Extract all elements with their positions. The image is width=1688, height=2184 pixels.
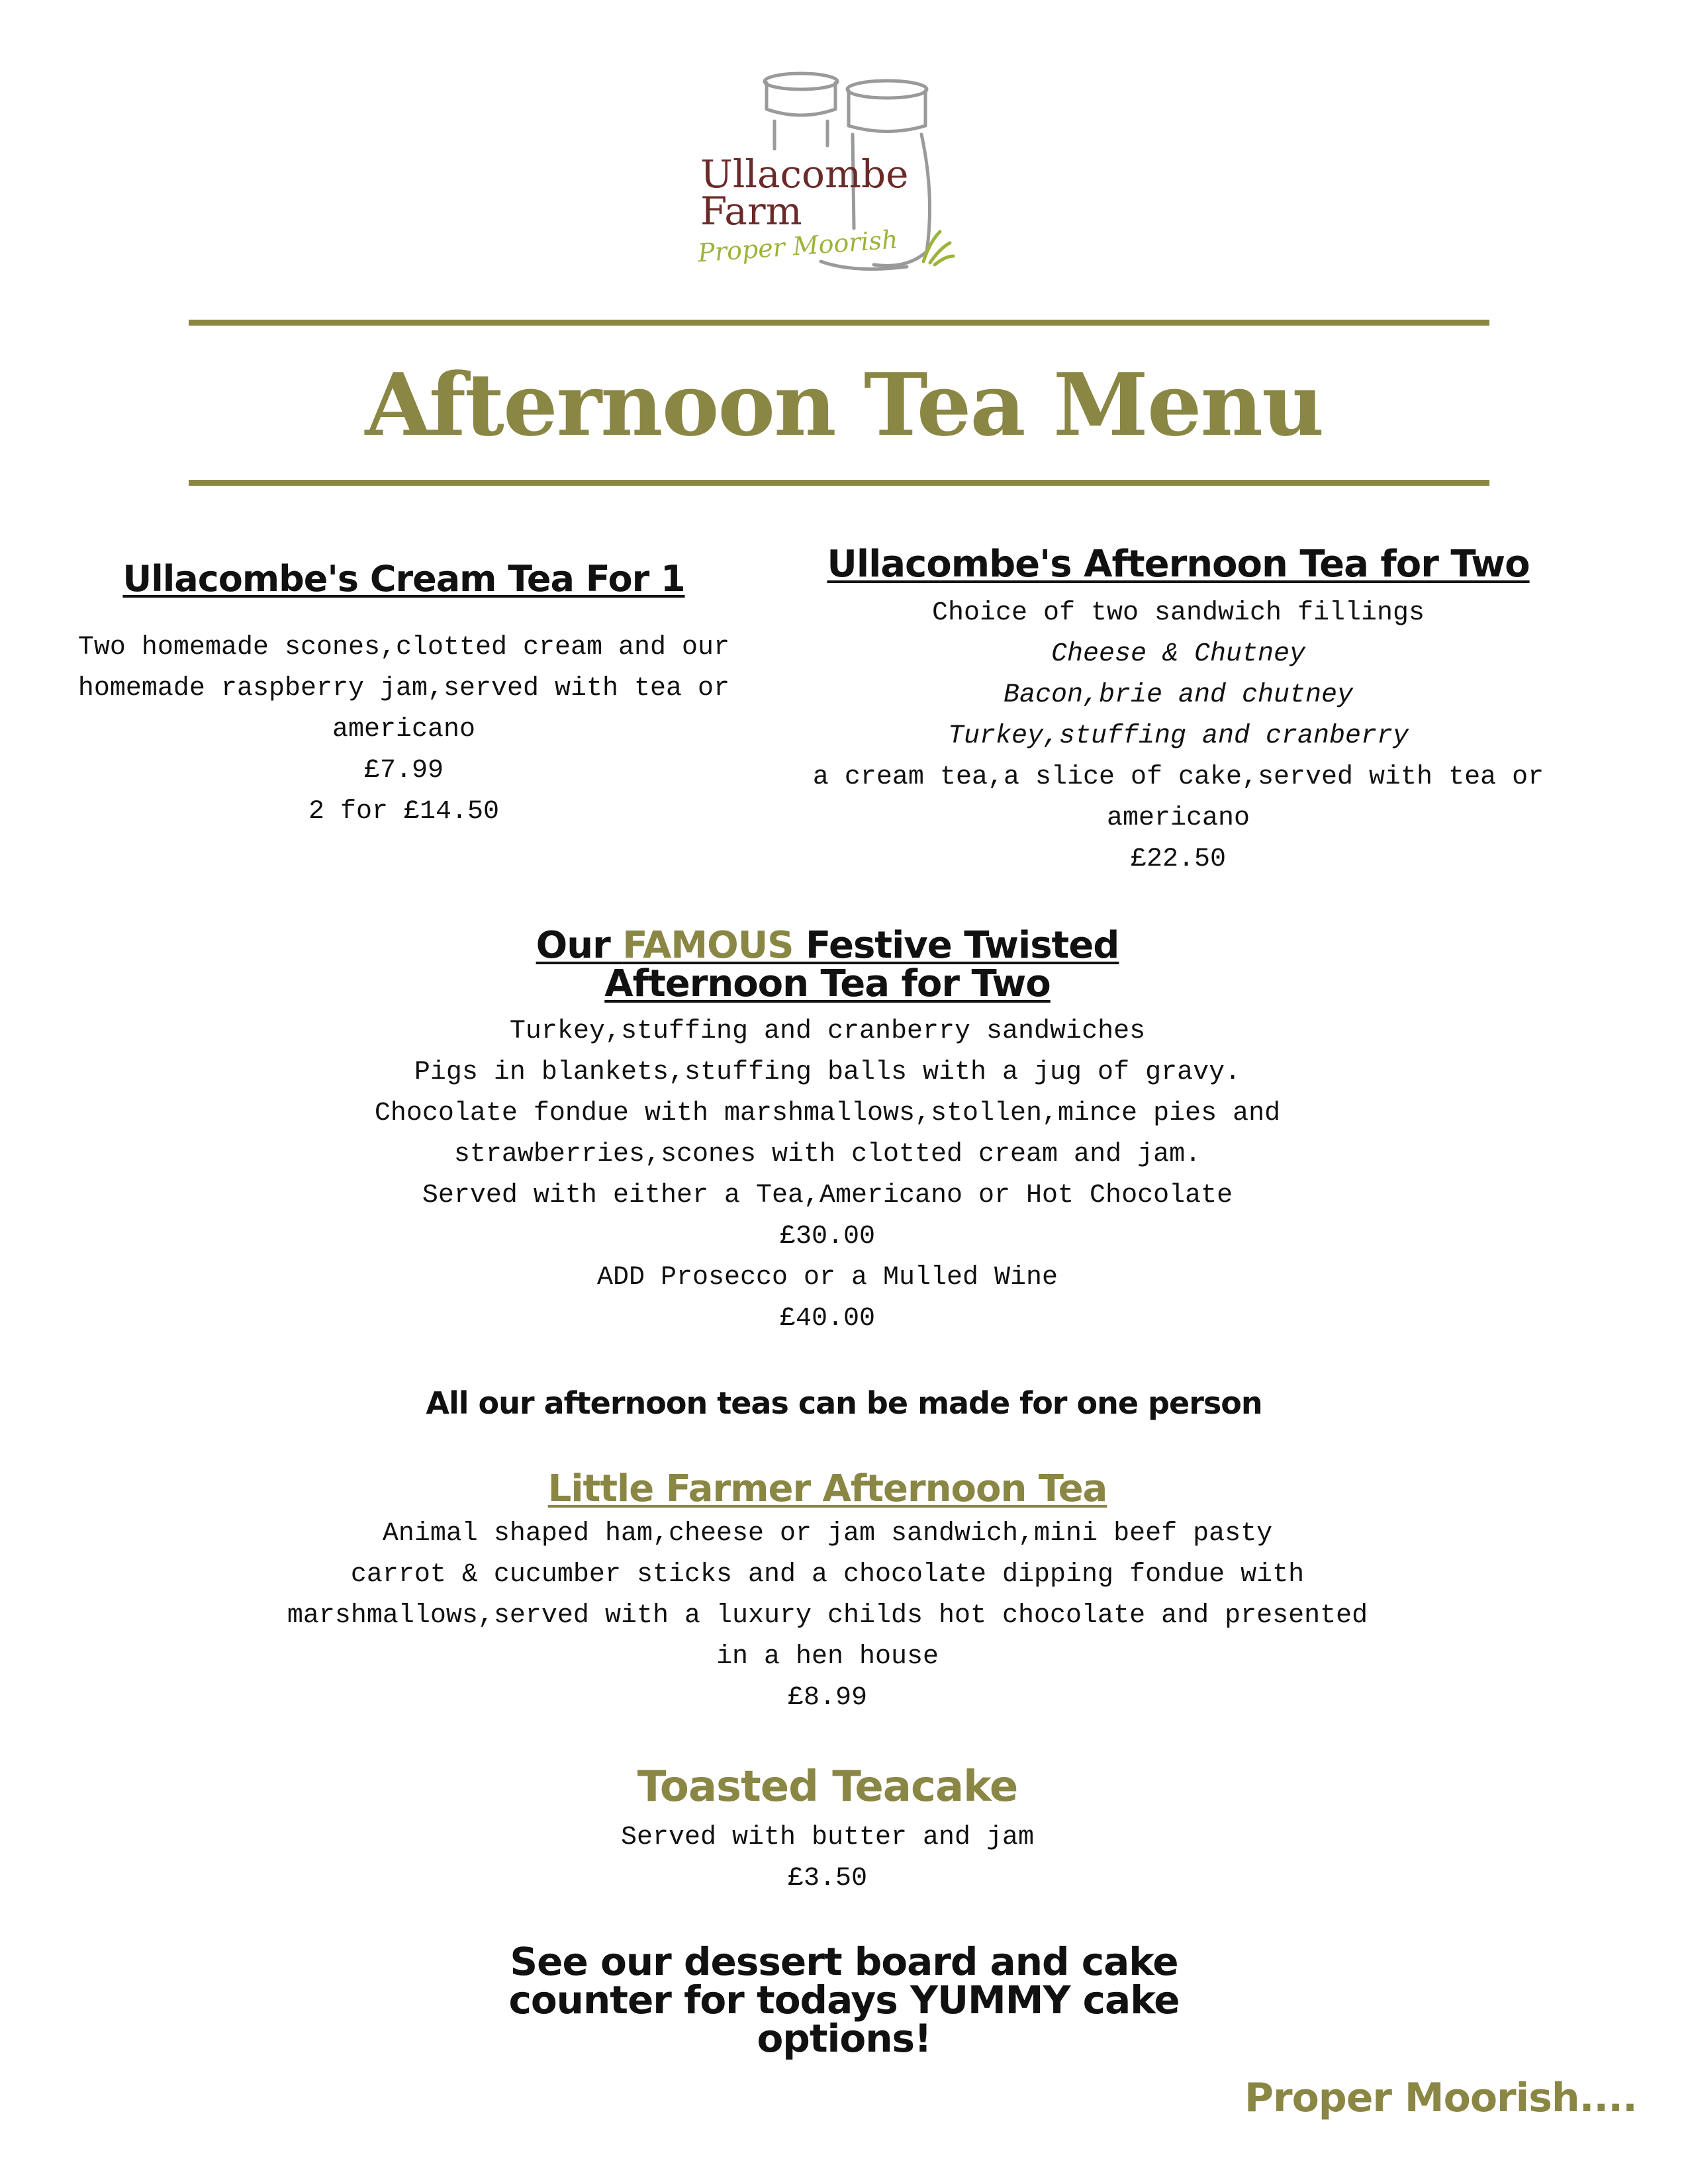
afternoon-tea-two-line: a cream tea,a slice of cake,served with tea or <box>812 762 1544 792</box>
cream-tea-section <box>40 556 768 833</box>
sandwich-filling: Turkey,stuffing and cranberry <box>947 721 1409 751</box>
teacake-heading: Toasted Teacake <box>637 1762 1018 1811</box>
logo-name-line2: Farm <box>700 189 802 234</box>
little-farmer-description <box>132 1514 1523 1719</box>
title-rule-bottom <box>189 480 1489 486</box>
dessert-note <box>331 1939 1357 2061</box>
festive-description <box>132 1011 1523 1340</box>
cream-tea-price: £7.99 <box>363 756 444 786</box>
festive-line: Chocolate fondue with marshmallows,stollen,mince pies and <box>374 1099 1281 1128</box>
festive-line: Served with either a Tea,Americano or Hot Chocolate <box>422 1181 1233 1210</box>
farm-logo <box>688 63 980 281</box>
festive-heading-prefix: Our <box>536 924 610 967</box>
afternoon-tea-two-price: £22.50 <box>1130 844 1227 874</box>
festive-heading-line2: Afternoon Tea for Two <box>604 962 1051 1005</box>
festive-price: £30.00 <box>779 1222 876 1251</box>
afternoon-tea-two-section <box>781 541 1575 880</box>
little-farmer-line: carrot & cucumber sticks and a chocolate dipping fondue with <box>350 1560 1305 1590</box>
little-farmer-heading: Little Farmer Afternoon Tea <box>547 1467 1107 1510</box>
little-farmer-section <box>132 1466 1523 1719</box>
logo-tagline: Proper Moorish <box>696 224 899 268</box>
teacake-line: Served with butter and jam <box>620 1823 1035 1852</box>
teacake-price: £3.50 <box>787 1864 868 1893</box>
festive-heading-highlight: FAMOUS <box>622 924 794 967</box>
festive-section <box>132 924 1523 1340</box>
cream-tea-line: Two homemade scones,clotted cream and our <box>77 633 730 662</box>
page-title: Afternoon Tea Menu <box>365 354 1323 455</box>
little-farmer-line: in a hen house <box>716 1642 939 1672</box>
cream-tea-heading: Ullacombe's Cream Tea For 1 <box>122 558 685 600</box>
one-person-note: All our afternoon teas can be made for one person <box>426 1385 1262 1421</box>
logo-name-line1: Ullacombe <box>700 152 909 197</box>
dessert-note-line: options! <box>757 2016 931 2061</box>
afternoon-tea-two-intro: Choice of two sandwich fillings <box>931 598 1425 628</box>
teacake-section <box>132 1760 1523 1899</box>
festive-heading <box>132 924 1523 967</box>
sandwich-filling: Cheese & Chutney <box>1051 639 1306 669</box>
dessert-note-line: See our dessert board and cake <box>510 1939 1178 1984</box>
afternoon-tea-two-description <box>781 593 1575 880</box>
little-farmer-line: marshmallows,served with a luxury childs hot chocolate and presented <box>287 1601 1368 1631</box>
little-farmer-price: £8.99 <box>787 1683 868 1713</box>
festive-addon: ADD Prosecco or a Mulled Wine <box>596 1263 1058 1293</box>
festive-addon-price: £40.00 <box>779 1304 876 1334</box>
cream-tea-description <box>40 627 768 833</box>
festive-line: Pigs in blankets,stuffing balls with a jug of gravy. <box>414 1058 1241 1087</box>
teacake-description <box>132 1817 1523 1899</box>
festive-heading-suffix: Festive Twisted <box>806 924 1119 967</box>
footer-tagline: Proper Moorish.... <box>1244 2075 1637 2121</box>
title-rule-top <box>189 320 1489 326</box>
little-farmer-line: Animal shaped ham,cheese or jam sandwich,mini beef pasty <box>382 1519 1273 1549</box>
festive-line: strawberries,scones with clotted cream and jam. <box>453 1140 1201 1169</box>
cream-tea-line: homemade raspberry jam,served with tea or <box>77 674 730 704</box>
cream-tea-line: americano <box>332 715 476 745</box>
afternoon-tea-two-line: americano <box>1106 803 1250 833</box>
afternoon-tea-two-heading: Ullacombe's Afternoon Tea for Two <box>827 543 1530 586</box>
cream-tea-multi-price: 2 for £14.50 <box>308 797 500 827</box>
dessert-note-line: counter for todays YUMMY cake <box>508 1978 1180 2023</box>
sandwich-filling: Bacon,brie and chutney <box>1003 680 1354 710</box>
festive-line: Turkey,stuffing and cranberry sandwiches <box>509 1017 1146 1046</box>
